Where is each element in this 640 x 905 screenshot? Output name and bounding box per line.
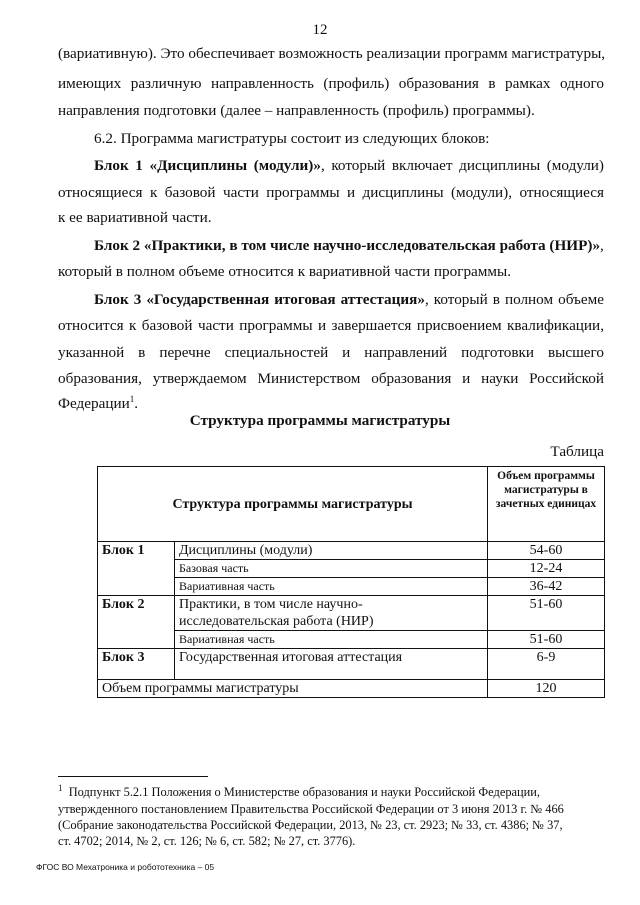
- table-row: [98, 649, 605, 680]
- block3-title: Блок 3 «Государственная итоговая аттестация»: [94, 291, 425, 308]
- block-value: 51-60: [488, 596, 605, 631]
- table-header-row: [98, 467, 605, 542]
- block-label: Блок 2: [98, 596, 175, 649]
- footnote-line: утвержденного постановлением Правительства Российской Федерации от 3 июня 2013 г. № 466: [58, 802, 564, 816]
- block2-title: Блок 2 «Практики, в том числе научно-исследовательская работа (НИР)»: [94, 237, 601, 254]
- footer-code: ФГОС ВО Мехатроника и робототехника – 05: [36, 862, 215, 872]
- block1-title: Блок 1 «Дисциплины (модули)»: [94, 157, 321, 174]
- footnote-line: [58, 784, 604, 800]
- header-volume: Объем программы магистратуры в зачетных единицах: [488, 467, 605, 542]
- block-label: Блок 1: [98, 542, 175, 596]
- footnote-line: (Собрание законодательства Российской Федерации, 2013, № 23, ст. 2923; № 33, ст. 4386; № 37,: [58, 818, 563, 832]
- part-value: 36-42: [488, 578, 605, 596]
- footnote-text: Подпункт 5.2.1 Положения о Министерстве образования и науки Российской Федерации,: [68, 785, 541, 799]
- block-name: Государственная итоговая аттестация: [175, 649, 488, 680]
- block-name: Дисциплины (модули): [175, 542, 488, 560]
- table-row: [98, 542, 605, 560]
- block-label: Блок 3: [98, 649, 175, 680]
- body-line: к ее вариативной части.: [58, 209, 212, 226]
- body-line: который в полном объеме относится к вариативной части программы.: [58, 263, 512, 280]
- body-text: , который в полном объеме: [424, 291, 604, 308]
- part-name: Вариативная часть: [175, 631, 488, 649]
- table-row: [98, 560, 605, 578]
- footnote-ref: 1: [129, 393, 135, 404]
- block3-paragraph-line: [94, 290, 604, 310]
- block-value: 54-60: [488, 542, 605, 560]
- body-line: направления подготовки (далее – направленность (профиль) программы).: [58, 102, 535, 119]
- part-value: 51-60: [488, 631, 605, 649]
- table-label: Таблица: [550, 443, 604, 460]
- part-name: Базовая часть: [175, 560, 488, 578]
- body-text: .: [134, 395, 139, 412]
- total-label: Объем программы магистратуры: [98, 680, 488, 698]
- table-row: [98, 631, 605, 649]
- part-name: Вариативная часть: [175, 578, 488, 596]
- body-line: относится к базовой части программы и завершается присвоением квалификации,: [58, 317, 604, 334]
- table-row: [98, 596, 605, 631]
- body-line: (вариативную). Это обеспечивает возможность реализации программ магистратуры,: [58, 45, 606, 62]
- body-text: , который включает дисциплины (модули): [320, 157, 604, 174]
- program-structure-table: [97, 466, 605, 698]
- footnote-mark: 1: [58, 782, 63, 793]
- body-line: относящиеся к базовой части программы и дисциплины (модули), относящиеся: [58, 184, 604, 201]
- table-row: [98, 578, 605, 596]
- total-value: 120: [488, 680, 605, 698]
- body-line: указанной в перечне специальностей и направлений подготовки высшего: [58, 344, 604, 361]
- footnote-divider: [58, 776, 208, 777]
- table-total-row: [98, 680, 605, 698]
- body-text: ,: [600, 237, 604, 254]
- block-name-line: Практики, в том числе научно-: [179, 597, 363, 612]
- body-text: Федерации: [58, 395, 130, 412]
- block-name-line: исследовательская работа (НИР): [179, 614, 374, 629]
- body-line: [58, 394, 604, 414]
- body-line: 6.2. Программа магистратуры состоит из следующих блоков:: [94, 130, 490, 147]
- block-value: 6-9: [488, 649, 605, 680]
- block2-paragraph-line: [94, 236, 604, 256]
- footnote-line: ст. 4702; 2014, № 2, ст. 126; № 6, ст. 582; № 27, ст. 3776).: [58, 834, 356, 848]
- part-value: 12-24: [488, 560, 605, 578]
- body-line: образования, утверждаемом Министерством образования и науки Российской: [58, 370, 604, 387]
- block-name: [175, 596, 488, 631]
- header-structure: Структура программы магистратуры: [98, 467, 488, 542]
- block1-paragraph-line: [94, 156, 604, 176]
- page-number: 12: [312, 22, 328, 38]
- body-line: имеющих различную направленность (профиль) образования в рамках одного: [58, 75, 604, 92]
- table-caption: Структура программы магистратуры: [189, 412, 451, 429]
